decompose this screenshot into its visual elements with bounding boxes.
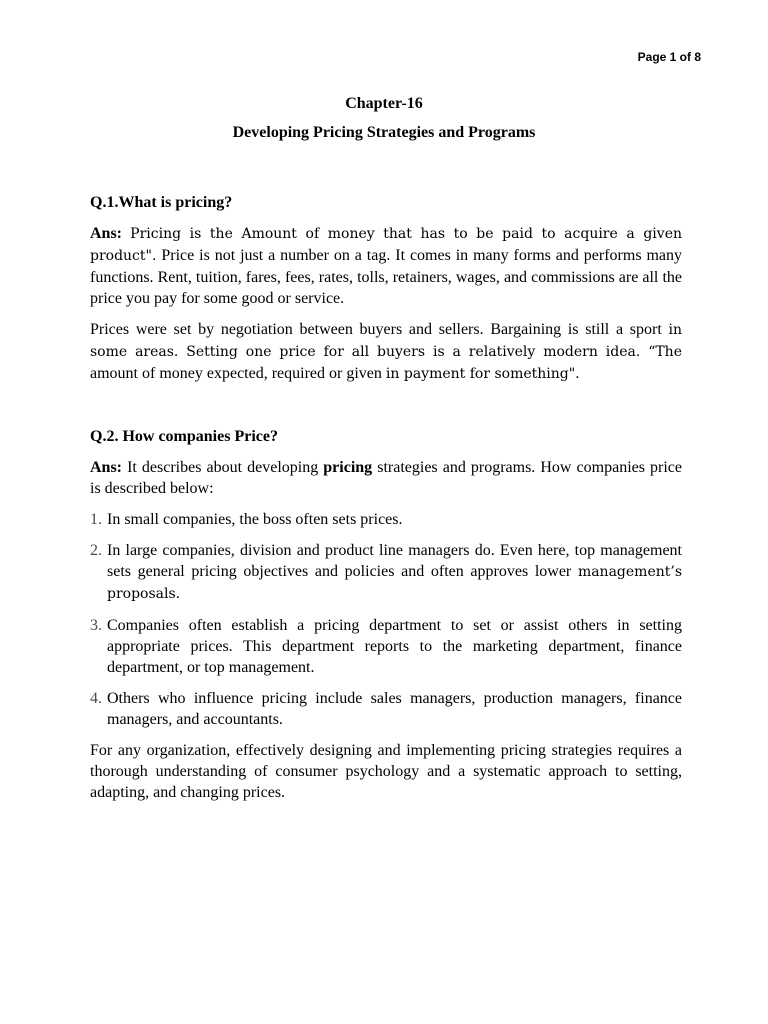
q2-answer-intro xyxy=(90,457,682,499)
chapter-subtitle: Developing Pricing Strategies and Programs xyxy=(232,124,536,141)
q1-answer-text-b: Price is not just a number on a tag. It comes in many forms and performs many functions. Rent, tuition, fares, fees, rates, tolls, retainers, wages, and commissions are all the price you pay for some good or service. xyxy=(90,247,683,307)
list-item-number: 3. xyxy=(90,617,102,634)
q2-answer-label: Ans: xyxy=(90,459,123,476)
question-1-heading: Q.1.What is pricing? xyxy=(90,194,233,211)
question-2-heading: Q.2. How companies Price? xyxy=(90,428,278,445)
q2-intro-text-a: It describes about developing xyxy=(127,459,319,476)
list-item-number: 4. xyxy=(90,690,102,707)
list-item-number: 2. xyxy=(90,542,102,559)
q2-intro-text-b: strategies and programs. How companies price is described below: xyxy=(90,459,683,497)
q2-list xyxy=(90,509,682,730)
q1-answer-paragraph-2 xyxy=(90,319,682,385)
list-item xyxy=(90,509,682,530)
q1-p2-text-b: in some areas. Setting one price for all buyers is a relatively modern idea. “The xyxy=(90,322,683,360)
q1-p2-text-a: Prices were set by negotiation between buyers and sellers. Bargaining is still a sport xyxy=(90,321,662,338)
q2-closing-paragraph: For any organization, effectively designing and implementing pricing strategies requires a thorough understanding of consumer psychology and a systematic approach to setting, adapting, and changing prices. xyxy=(90,742,682,801)
q1-p2-text-c: amount of money expected, required or given xyxy=(90,365,382,382)
list-item-text: In large companies, division and product line managers do. Even here, top management sets general pricing objectives and policies and often approves lower xyxy=(107,542,682,580)
section-gap xyxy=(90,395,682,426)
q1-answer-label: Ans: xyxy=(90,225,123,242)
document-body xyxy=(90,192,682,813)
q1-p2-text-d: in payment for something". xyxy=(385,366,580,382)
list-item-number: 1. xyxy=(90,511,102,528)
list-item-text-tail: management’s proposals. xyxy=(107,564,683,602)
list-item xyxy=(90,540,682,605)
list-item-text: In small companies, the boss often sets prices. xyxy=(107,511,403,528)
page-number: Page 1 of 8 xyxy=(637,50,701,64)
q1-answer-paragraph-1 xyxy=(90,223,682,309)
chapter-title: Chapter-16 xyxy=(345,95,423,112)
list-item-text: Companies often establish a pricing department to set or assist others in setting appropriate prices. This department reports to the marketing department, finance department, or top management. xyxy=(107,617,682,676)
list-item-text: Others who influence pricing include sales managers, production managers, finance managers, and accountants. xyxy=(107,690,682,728)
title-block xyxy=(0,95,768,142)
q1-answer-text-a: Pricing is the Amount of money that has to be paid to acquire a given product". xyxy=(90,226,682,264)
list-item xyxy=(90,688,682,730)
list-item xyxy=(90,615,682,678)
q2-intro-bold: pricing xyxy=(323,459,373,476)
